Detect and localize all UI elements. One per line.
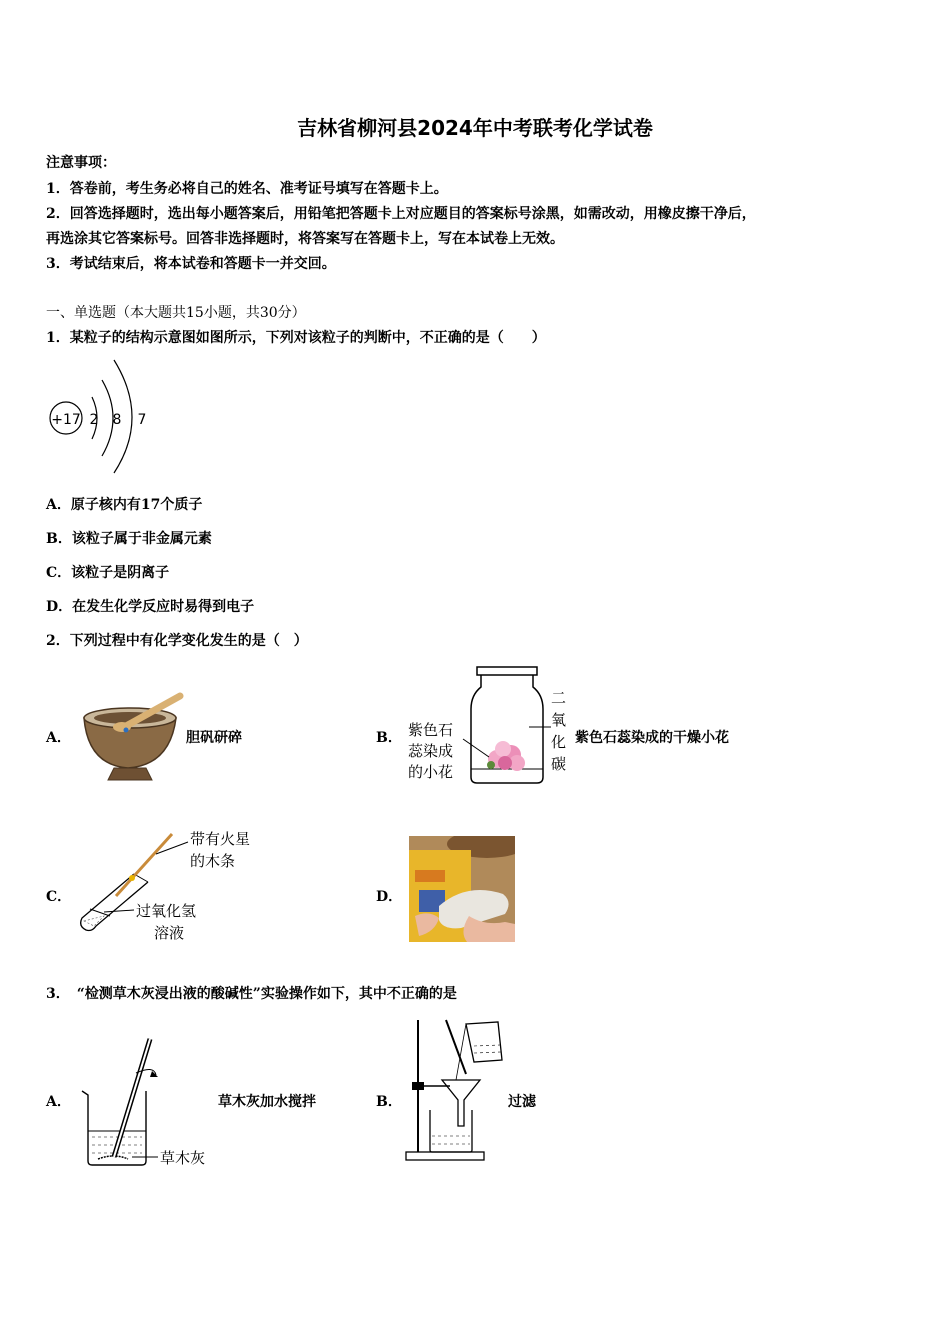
solution-label: 溶液: [154, 924, 185, 942]
shell-electron-count: 8: [112, 412, 122, 428]
gas-label: 碳: [551, 755, 567, 773]
q1-option-d: D．在发生化学反应时易得到电子: [46, 599, 255, 615]
q3-option-b-letter: B．: [376, 1094, 402, 1110]
shell-electron-count: 2: [89, 412, 99, 428]
shell-electron-count: 7: [137, 412, 147, 428]
q2-option-c-letter: C．: [46, 889, 72, 905]
gas-label: 二: [551, 689, 567, 707]
q1-option-c: C．该粒子是阴离子: [46, 565, 170, 581]
electron-shell: [102, 380, 113, 456]
q1-option-b: B．该粒子属于非金属元素: [46, 531, 212, 547]
page-title: 吉林省柳河县2024年中考联考化学试卷: [297, 116, 653, 140]
nucleus-charge: +17: [51, 412, 81, 428]
beaker-stirring-illustration: [78, 1033, 218, 1173]
test-tube-splint-illustration: [76, 826, 266, 946]
ash-label: 草木灰: [160, 1149, 206, 1167]
atom-structure-diagram: [40, 355, 170, 480]
gas-label: 氧: [551, 711, 567, 729]
q3-option-a-caption: 草木灰加水搅拌: [218, 1094, 316, 1110]
notice-item: 3．考试结束后，将本试卷和答题卡一并交回。: [46, 256, 336, 272]
q1-option-a: A．原子核内有17个质子: [46, 497, 203, 513]
filtration-setup-illustration: [400, 1016, 520, 1166]
q2-option-b-caption: 紫色石蕊染成的干燥小花: [575, 730, 729, 746]
splint-label: 带有火星: [190, 830, 251, 848]
flower-icon: [487, 741, 525, 771]
q2-option-a-letter: A．: [46, 730, 71, 746]
question-1-stem: 1．某粒子的结构示意图如图所示，下列对该粒子的判断中，不正确的是（ ）: [46, 330, 546, 346]
q2-option-b-letter: B．: [376, 730, 402, 746]
q2-option-a-caption: 胆矾研碎: [186, 730, 242, 746]
q2-option-d-letter: D．: [376, 889, 403, 905]
notice-item: 1．答卷前，考生务必将自己的姓名、准考证号填写在答题卡上。: [46, 181, 448, 197]
litmus-flower-jar-illustration: [405, 665, 575, 790]
splint-label: 的木条: [190, 852, 236, 870]
notice-item: 再选涂其它答案标号。回答非选择题时，将答案写在答题卡上，写在本试卷上无效。: [46, 231, 564, 247]
question-2-stem: 2．下列过程中有化学变化发生的是（ ）: [46, 633, 308, 649]
flower-label: 紫色石: [408, 721, 454, 739]
section-heading: 一、单选题（本大题共15小题，共30分）: [46, 305, 306, 321]
gas-label: 化: [551, 733, 567, 751]
question-3-stem: 3． “检测草木灰浸出液的酸碱性”实验操作如下，其中不正确的是: [46, 986, 457, 1002]
mortar-pestle-illustration: [78, 690, 188, 785]
solution-label: 过氧化氢: [136, 902, 197, 920]
photo-food-package-illustration: [409, 836, 515, 942]
notice-heading: 注意事项：: [46, 155, 116, 171]
flower-label: 的小花: [408, 763, 454, 781]
notice-item: 2．回答选择题时，选出每小题答案后，用铅笔把答题卡上对应题目的答案标号涂黑，如需改动，用橡皮擦干净后，: [46, 206, 756, 222]
q3-option-b-caption: 过滤: [508, 1094, 536, 1110]
flower-label: 蕊染成: [408, 742, 454, 760]
q3-option-a-letter: A．: [46, 1094, 71, 1110]
